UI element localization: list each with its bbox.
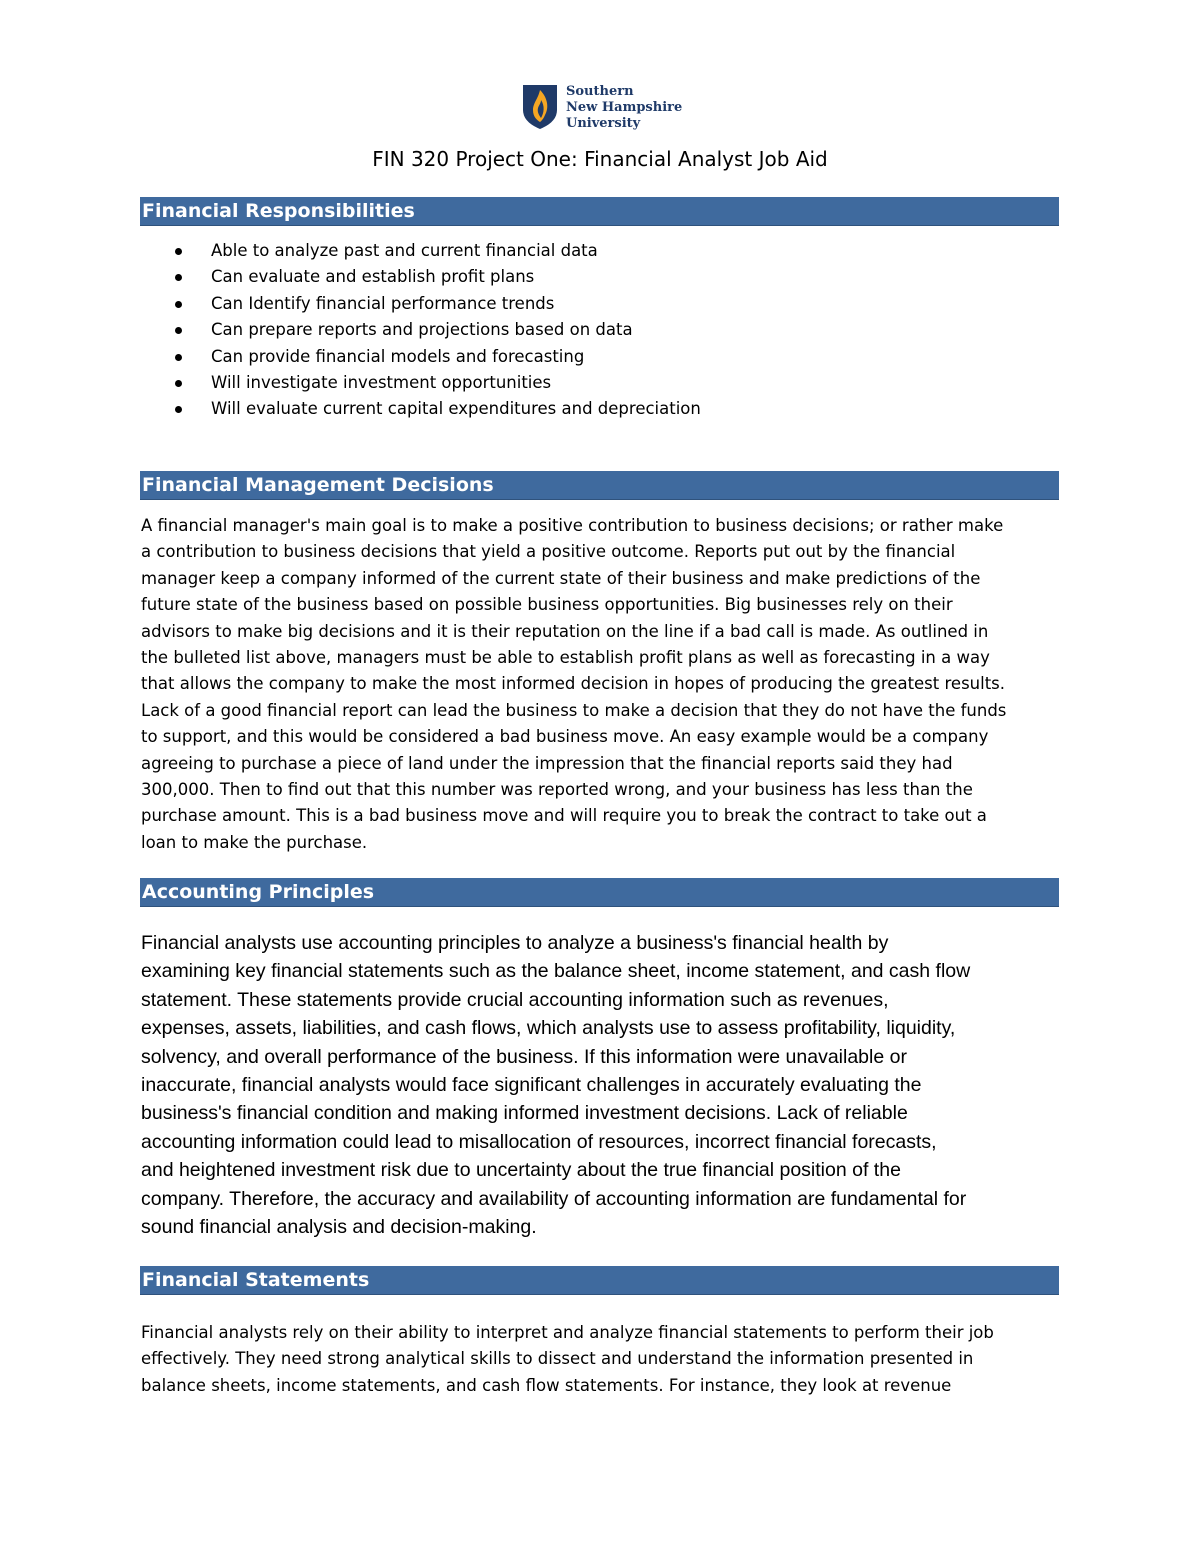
list-item-text: Can prepare reports and projections based on data	[211, 320, 633, 340]
list-item	[172, 291, 701, 317]
list-item	[172, 396, 701, 422]
text-line: agreeing to purchase a piece of land under the impression that the financial reports said they had	[141, 753, 953, 773]
list-item-text: Able to analyze past and current financial data	[211, 241, 598, 260]
section-heading: Financial Responsibilities	[142, 200, 415, 222]
section-header-responsibilities	[140, 197, 1059, 226]
list-item	[172, 344, 701, 370]
list-item	[172, 317, 701, 343]
text-line: sound financial analysis and decision-making.	[141, 1216, 537, 1239]
text-line: A financial manager's main goal is to make a positive contribution to business decisions; or rather make	[141, 516, 1004, 535]
text-line: Financial analysts use accounting principles to analyze a business's financial health by	[141, 932, 889, 954]
text-line: company. Therefore, the accuracy and availability of accounting information are fundamental for	[141, 1187, 967, 1210]
snhu-logo	[522, 84, 692, 134]
list-item-text: Will evaluate current capital expenditures and depreciation	[211, 399, 701, 419]
bullet-icon	[175, 406, 182, 413]
bullet-icon	[175, 327, 182, 334]
text-line: future state of the business based on possible business opportunities. Big businesses rely on their	[141, 595, 953, 615]
text-line: inaccurate, financial analysts would face significant challenges in accurately evaluating the	[141, 1074, 922, 1097]
logo-line-2: New Hampshire	[566, 100, 683, 115]
list-item	[172, 264, 701, 290]
text-line: Lack of a good financial report can lead the business to make a decision that they do not have the funds	[141, 700, 1007, 720]
text-line: that allows the company to make the most informed decision in hopes of producing the greatest results.	[141, 674, 1006, 694]
list-item	[172, 238, 701, 264]
document-title: FIN 320 Project One: Financial Analyst Job Aid	[372, 147, 828, 171]
shield-flame-icon	[522, 84, 558, 130]
list-item-text: Will investigate investment opportunities	[211, 372, 552, 392]
responsibilities-list	[172, 238, 701, 423]
text-line: manager keep a company informed of the current state of their business and make predictions of the	[141, 568, 981, 588]
list-item-text: Can Identify financial performance trends	[211, 293, 555, 313]
text-line: statement. These statements provide crucial accounting information such as revenues,	[141, 988, 889, 1011]
text-line: to support, and this would be considered a bad business move. An easy example would be a company	[141, 727, 989, 747]
section-header-accounting	[140, 878, 1059, 907]
logo-wordmark	[566, 84, 682, 132]
list-item-text: Can evaluate and establish profit plans	[211, 267, 535, 287]
text-line: expenses, assets, liabilities, and cash flows, which analysts use to assess profitability, liquidity,	[141, 1017, 956, 1040]
text-line: and heightened investment risk due to uncertainty about the true financial position of the	[141, 1159, 901, 1182]
accounting-paragraph	[141, 929, 970, 1241]
bullet-icon	[175, 274, 182, 281]
bullet-icon	[175, 380, 182, 387]
section-heading: Accounting Principles	[142, 881, 375, 903]
section-heading: Financial Management Decisions	[142, 474, 494, 496]
list-item-text: Can provide financial models and forecasting	[211, 346, 585, 366]
list-item	[172, 370, 701, 396]
bullet-icon	[175, 248, 182, 255]
bullet-icon	[175, 354, 182, 361]
text-line: business's financial condition and making informed investment decisions. Lack of reliable	[141, 1102, 908, 1125]
text-line: the bulleted list above, managers must be able to establish profit plans as well as forecasting in a way	[141, 648, 990, 668]
section-header-management	[140, 471, 1059, 500]
text-line: balance sheets, income statements, and cash flow statements. For instance, they look at revenue	[141, 1375, 952, 1395]
section-header-statements	[140, 1266, 1059, 1295]
text-line: loan to make the purchase.	[141, 832, 368, 852]
text-line: Financial analysts rely on their ability to interpret and analyze financial statements to perform their job	[141, 1323, 994, 1342]
text-line: a contribution to business decisions that yield a positive outcome. Reports put out by the financial	[141, 542, 956, 562]
bullet-icon	[175, 301, 182, 308]
section-heading: Financial Statements	[142, 1269, 370, 1291]
text-line: effectively. They need strong analytical skills to dissect and understand the information presented in	[141, 1349, 974, 1369]
logo-line-3: University	[566, 116, 641, 131]
management-paragraph	[141, 513, 1006, 856]
text-line: accounting information could lead to misallocation of resources, incorrect financial forecasts,	[141, 1130, 937, 1153]
text-line: examining key financial statements such as the balance sheet, income statement, and cash flow	[141, 960, 971, 983]
text-line: 300,000. Then to find out that this number was reported wrong, and your business has less than the	[141, 780, 973, 800]
text-line: advisors to make big decisions and it is their reputation on the line if a bad call is made. As outlined in	[141, 621, 989, 641]
logo-line-1: Southern	[566, 84, 634, 99]
text-line: purchase amount. This is a bad business move and will require you to break the contract to take out a	[141, 806, 987, 826]
text-line: solvency, and overall performance of the business. If this information were unavailable or	[141, 1045, 907, 1068]
statements-paragraph	[141, 1320, 994, 1399]
